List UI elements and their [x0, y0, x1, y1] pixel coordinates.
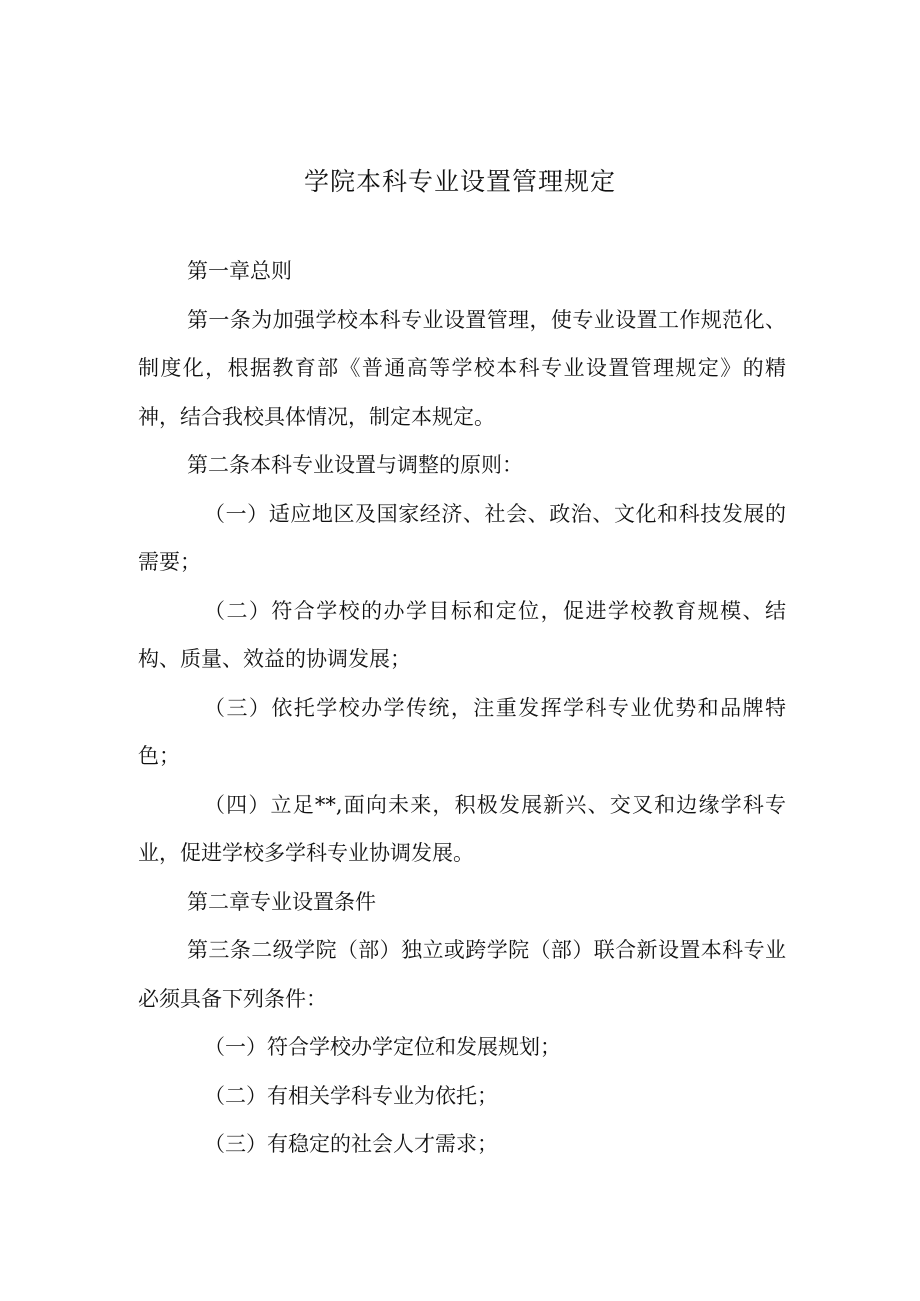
list-item: （二）符合学校的办学目标和定位，促进学校教育规模、结构、质量、效益的协调发展；	[138, 598, 786, 671]
article-paragraph: 第一条为加强学校本科专业设置管理，使专业设置工作规范化、制度化，根据教育部《普通高等学校本科专业设置管理规定》的精神，结合我校具体情况，制定本规定。	[138, 307, 786, 429]
list-item: （二）有相关学科专业为依托；	[204, 1083, 498, 1108]
article-paragraph: 第二条本科专业设置与调整的原则：	[187, 453, 523, 477]
article-paragraph: 第三条二级学院（部）独立或跨学院（部）联合新设置本科专业必须具备下列条件：	[138, 938, 786, 1011]
list-item: （一）适应地区及国家经济、社会、政治、文化和科技发展的需要；	[138, 501, 786, 574]
list-item: （三）有稳定的社会人才需求；	[204, 1132, 498, 1156]
document-body	[138, 247, 786, 1169]
list-item: （一）符合学校办学定位和发展规划；	[204, 1035, 561, 1059]
list-item: （三）依托学校办学传统，注重发挥学科专业优势和品牌特色；	[138, 695, 786, 768]
chapter-heading: 第一章总则	[187, 259, 292, 283]
chapter-heading: 第二章专业设置条件	[187, 889, 376, 914]
list-item: （四）立足**,面向未来，积极发展新兴、交叉和边缘学科专业，促进学校多学科专业协调发展。	[138, 792, 786, 865]
document-title: 学院本科专业设置管理规定	[303, 167, 616, 196]
